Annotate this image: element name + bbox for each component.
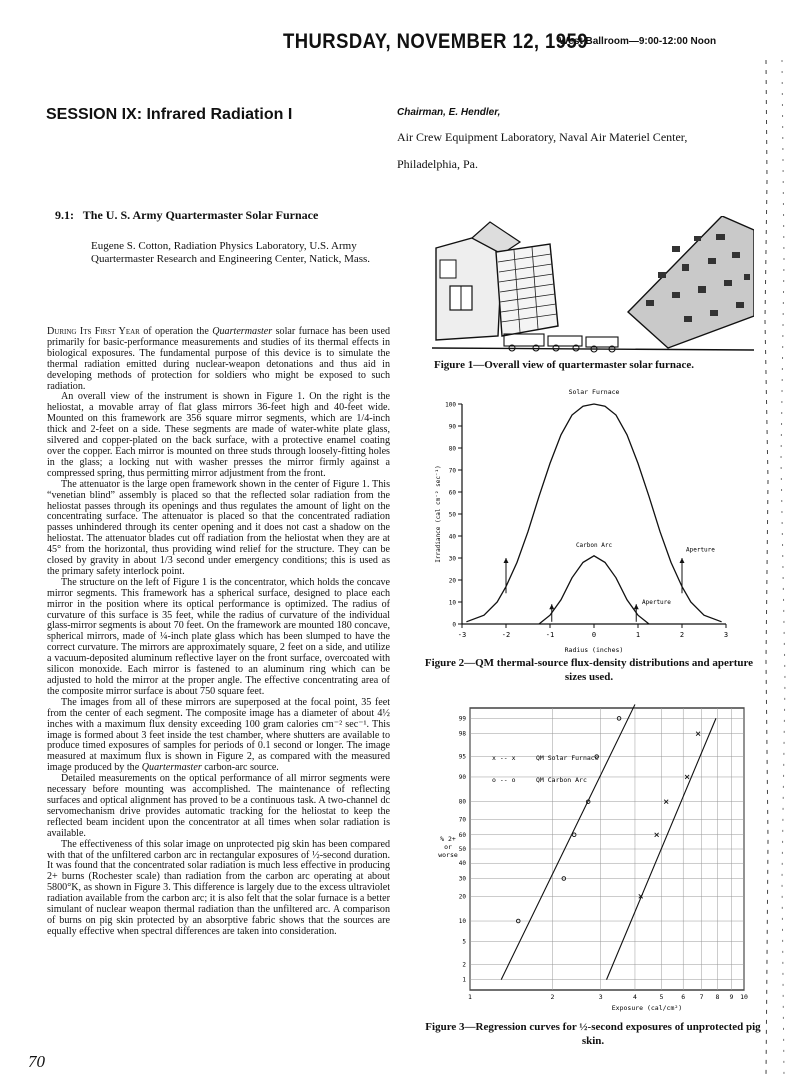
y-tick-label: 99 — [458, 715, 466, 723]
y-tick-label: 50 — [448, 511, 456, 519]
aperture-arrowhead — [634, 604, 639, 609]
paper-title: The U. S. Army Quartermaster Solar Furnace — [82, 208, 319, 222]
header-date: THURSDAY, NOVEMBER 12, 1959 — [283, 30, 588, 53]
figure-2-caption: Figure 2—QM thermal-source flux-density distributions and aperture sizes used. — [424, 657, 754, 683]
x-tick-label: 2 — [550, 993, 555, 1001]
y-tick-label: 70 — [458, 816, 466, 824]
x-tick-label: 1 — [635, 631, 641, 639]
y-tick-label: 95 — [458, 753, 466, 761]
figure-1-photo — [432, 216, 754, 358]
y-axis-label: % 2+ or worse — [438, 835, 458, 859]
x-tick-label: 6 — [681, 993, 686, 1001]
series-line — [539, 556, 649, 624]
legend-marker: x -- x — [492, 754, 516, 762]
paragraph: During Its First Year of operation the Quartermaster solar furnace has been used primarily for basic-performance measurements and studies of its thermal effects in biological exposures. The fundamental purpose of this device is to simulate the thermal radiation emitted during nuclear-weapon detonations and thus aid in developing methods of protection for soldiers who might be exposed to such radiation. — [47, 326, 390, 392]
x-axis-label: Radius (inches) — [564, 646, 624, 654]
x-tick-label: 1 — [468, 993, 472, 1001]
y-tick-label: 80 — [458, 798, 466, 806]
x-tick-label: 3 — [598, 993, 603, 1001]
paragraph: An overall view of the instrument is shown in Figure 1. On the right is the heliostat, a movable array of flat glass mirrors 36-feet high and 40-feet wide. Mounted on this framework are 356 square mirror segments, which are 1/4-inch thick and 2-feet on a side. These segments are made of water-white plate glass, silvered and copper-plated on the back surface, with a protective enamel coating over the copper. Each mirror is mounted on three studs through loosely-fitting holes in the glass; a locking nut with washer presses the mirror firmly against a compressed spring, thus permitting mirror adjustment from the front. — [47, 391, 390, 479]
y-tick-label: 20 — [458, 893, 466, 901]
y-tick-label: 30 — [458, 875, 466, 883]
x-tick-label: 9 — [729, 993, 734, 1001]
paper-heading — [55, 208, 318, 223]
y-tick-label: 5 — [462, 938, 466, 946]
y-tick-label: 90 — [448, 423, 456, 431]
affiliation-city: Philadelphia, Pa. — [397, 157, 478, 171]
x-tick-label: -1 — [545, 631, 555, 639]
x-tick-label: 8 — [715, 993, 720, 1001]
x-tick-label: -2 — [501, 631, 511, 639]
figure-3-chart — [422, 698, 762, 1018]
x-tick-label: 2 — [679, 631, 685, 639]
y-tick-label: 10 — [448, 599, 456, 607]
y-tick-label: 2 — [462, 961, 466, 969]
paragraph: The images from all of these mirrors are superposed at the focal point, 35 feet from the center of each segment. The composite image has a diameter of about 4½ inches with a maximum flux density exceeding 100 gram calories cm⁻² sec⁻¹. This image is formed about 3 feet inside the test chamber, where shutters are available to produce timed exposures of samples for periods of 0.1 second or longer. The image measured at maximum flux is shown in Figure 2, as compared with the measured image produced by the Quartermaster carbon-arc source. — [47, 696, 390, 774]
x-tick-label: 3 — [723, 631, 729, 639]
aperture-arrowhead — [680, 558, 685, 563]
paragraph: Detailed measurements on the optical performance of all mirror segments were necessary before mounting was accomplished. The maintenance of reflecting surfaces and optical alignment has proved to be a continuous task. A two-channel dc servomechanism drive provides automatic tracking for the heliostat to keep the reflected beam incident upon the concentrator at all times when solar radiation is available. — [47, 773, 390, 839]
series-line — [466, 404, 721, 622]
figure-3-caption: Figure 3—Regression curves for ½-second exposures of unprotected pig skin. — [425, 1021, 761, 1047]
scan-edge-artifact — [760, 60, 798, 1077]
y-tick-label: 40 — [458, 860, 466, 868]
y-tick-label: 70 — [448, 467, 456, 475]
paper-authors: Eugene S. Cotton, Radiation Physics Laboratory, U.S. Army Quartermaster Research and Engineering Center, Natick, Mass. — [91, 240, 371, 265]
y-tick-label: 60 — [458, 831, 466, 839]
y-tick-label: 100 — [445, 401, 456, 409]
annotation-label: Carbon Arc — [575, 542, 613, 549]
paragraph: The attenuator is the large open framework shown in the center of Figure 1. This “venetian blind” assembly is placed so that the reflected solar radiation from the heliostat passes through its openings and thus regulates the amount of light on the concentrating surface. The attenuator is placed so that the concentrated radiation passes unhindered through its center opening and it does not cast a shadow on the heliostat. The attenuator blades cut off radiation from the heliostat when they are at 45° from the horizontal, thus providing wind relief for the structure. They can be closed by gravity in about 1/3 second under emergency conditions; this is used as the primary safety interlock point. — [47, 478, 390, 577]
x-tick-label: 5 — [659, 993, 664, 1001]
legend-label: QM Carbon Arc — [536, 776, 587, 784]
session-affiliation — [397, 124, 747, 178]
x-tick-label: -3 — [457, 631, 467, 639]
aperture-arrowhead — [504, 558, 509, 563]
y-tick-label: 60 — [448, 489, 456, 497]
y-tick-label: 30 — [448, 555, 456, 563]
y-tick-label: 50 — [458, 846, 466, 853]
paper-number: 9.1: — [55, 208, 74, 222]
x-axis-label: Exposure (cal/cm²) — [611, 1004, 683, 1012]
y-tick-label: 10 — [458, 918, 466, 926]
affiliation-line: Air Crew Equipment Laboratory, Naval Air Materiel Center, — [397, 130, 688, 144]
y-tick-label: 80 — [448, 445, 456, 453]
header-location: West Ballroom—9:00-12:00 Noon — [559, 36, 717, 47]
paragraph: The structure on the left of Figure 1 is the concentrator, which holds the concave mirror segments. This framework has a spherical surface, designed to place each mirror in the position where its optical performance is optimized. The radius of curvature of this surface is 35 feet, while the radius of curvature of the individual glass-mirror segments is about 70 feet. On the framework are mounted 180 concave, spherical mirrors, made of ¼-inch plate glass which has been slumped to have the correct curvature. The mirrors are approximately square, 2 feet on a side, and utilize a vacuum-deposited aluminum reflective layer on the front surface, overcoated with silicon monoxide. Each mirror is fastened to an aluminum ring which can be adjusted to hold the mirror at the proper angle. The effective concentrating area of the composite mirror surface is about 750 square feet. — [47, 576, 390, 697]
page-number: 70 — [28, 1052, 45, 1071]
x-tick-label: 0 — [591, 631, 597, 639]
session-chairman: Chairman, E. Hendler, — [397, 107, 501, 118]
annotation-label: Aperture — [642, 599, 671, 607]
run-in-smallcaps: During Its First Year — [47, 326, 140, 337]
y-tick-label: 1 — [462, 976, 466, 984]
y-tick-label: 0 — [452, 621, 456, 629]
legend-marker: o -- o — [492, 776, 516, 784]
y-tick-label: 90 — [458, 773, 466, 781]
x-tick-label: 4 — [633, 993, 637, 1001]
session-title: SESSION IX: Infrared Radiation I — [46, 106, 293, 123]
chart-title: Solar Furnace — [568, 388, 620, 396]
x-tick-label: 10 — [740, 993, 748, 1001]
paragraph: The effectiveness of this solar image on unprotected pig skin has been compared with that of the unfiltered carbon arc in rectangular exposures of ½-second duration. It was found that the concentrated solar radiation is much less effective in producing 2+ burns (Rochester scale) than radiation from the carbon arc operating at about 5800°K, as shown in Figure 3. This difference is largely due to the excess ultraviolet radiation available from the carbon arc; it is also felt that the solar furnace is a better simulant of nuclear weapon thermal radiation than the unfiltered arc. A comparison of burns on pig skin protected by an absorptive fabric shows that the sources are equally effective when spectral differences are taken into consideration. — [47, 838, 390, 937]
y-tick-label: 40 — [448, 533, 456, 541]
annotation-label: Aperture — [686, 546, 715, 554]
x-tick-label: 7 — [699, 993, 704, 1001]
figure-2-chart — [430, 380, 760, 658]
aperture-arrowhead — [549, 604, 554, 609]
body-text — [47, 327, 390, 938]
regression-line — [501, 704, 635, 979]
legend-label: QM Solar Furnace — [536, 754, 599, 762]
y-axis-label: Irradiance (cal cm⁻² sec⁻¹) — [435, 465, 442, 563]
y-tick-label: 20 — [448, 577, 456, 585]
figure-1-caption: Figure 1—Overall view of quartermaster solar furnace. — [434, 359, 694, 371]
y-tick-label: 98 — [458, 730, 466, 738]
